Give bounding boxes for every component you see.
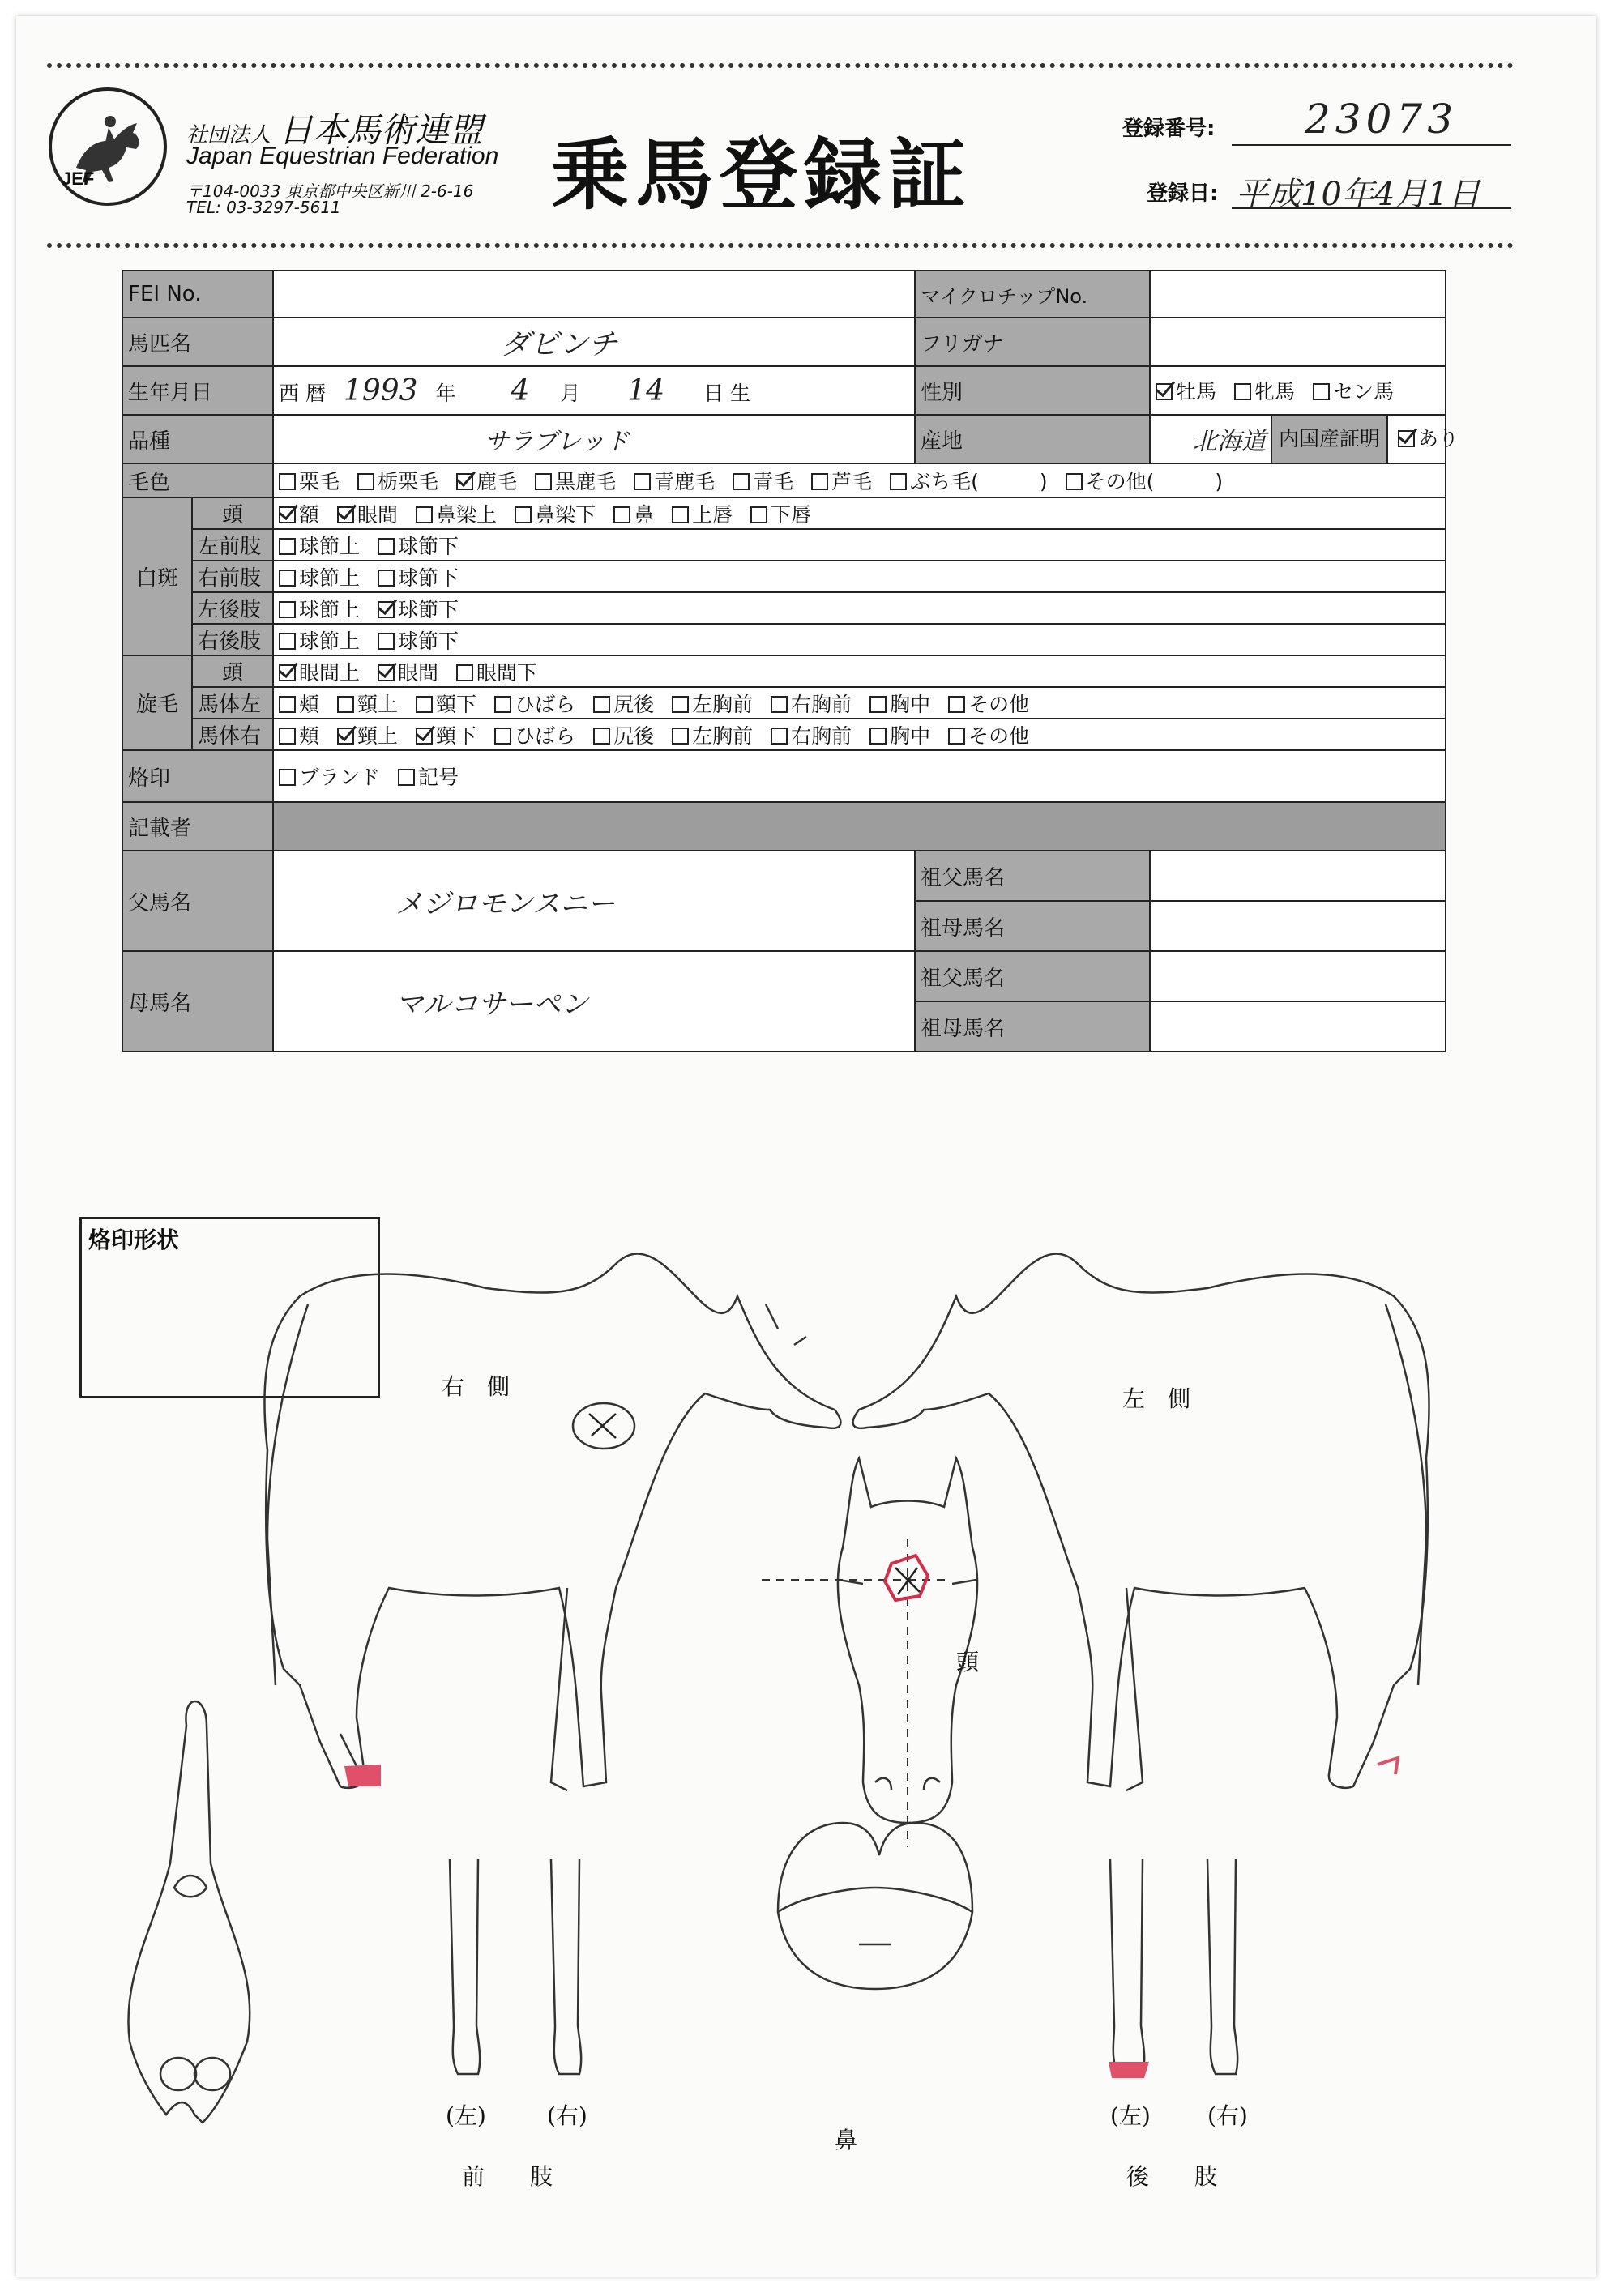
- checkbox-label: 頸上: [357, 692, 399, 716]
- checkbox-label: 栃栗毛: [378, 470, 439, 493]
- fei-label: FEI No.: [122, 271, 273, 318]
- reg-date-value: 平成10年4月1日: [1236, 176, 1480, 213]
- fore-right-label: (右): [547, 2102, 587, 2129]
- checkbox-label: セン馬: [1333, 380, 1395, 403]
- checkbox-label: ひばら: [515, 723, 576, 748]
- checkbox-label: 眼間: [357, 502, 399, 527]
- checkbox-label: 栗毛: [299, 470, 340, 493]
- checkbox-label: 球節上: [299, 534, 361, 558]
- birth-month-unit: 月: [560, 381, 581, 405]
- dam-granddam-label: 祖母馬名: [915, 1001, 1150, 1052]
- checkbox-label: 左胸前: [692, 692, 754, 716]
- horse-head-front-figure: [762, 1458, 980, 1847]
- wm-part: 右後肢: [192, 624, 273, 655]
- name-value: ダビンチ: [273, 318, 915, 366]
- nose-label: 鼻: [835, 2127, 858, 2153]
- sire-granddam-label: 祖母馬名: [915, 901, 1150, 951]
- checkbox-label: 頸下: [436, 723, 477, 748]
- checkbox-label: 額: [299, 502, 320, 527]
- org-address: 〒104-0033 東京都中央区新川 2-6-16: [186, 181, 474, 201]
- org-name-jp: 日本馬術連盟: [279, 110, 484, 150]
- origin-label: 産地: [915, 415, 1150, 463]
- checkbox-label: その他( ): [1085, 470, 1224, 493]
- checkbox-label: ブランド: [299, 766, 381, 789]
- checkbox-label: ひばら: [515, 692, 576, 716]
- wm-part: 頭: [192, 497, 273, 529]
- furigana-label: フリガナ: [915, 318, 1150, 366]
- checkbox-label: 下唇: [771, 502, 812, 527]
- checkbox-label: 眼間上: [299, 660, 361, 685]
- whorl-part: 馬体右: [192, 719, 273, 750]
- color-label: 毛色: [122, 463, 273, 497]
- checkbox-label: 胸中: [890, 692, 931, 716]
- birth-label: 生年月日: [122, 366, 273, 415]
- dam-value: マルコサーペン: [273, 951, 915, 1052]
- white-marks-label: 白斑: [122, 497, 192, 655]
- birth-day-unit: 日 生: [703, 381, 751, 405]
- checkbox-label: 球節上: [299, 565, 361, 590]
- checkbox-label: 記号: [418, 766, 459, 789]
- horse-rear-view-figure: [128, 1701, 250, 2123]
- checkbox-label: 尻後: [613, 723, 655, 748]
- checkbox-label: 眼間: [398, 660, 439, 685]
- sire-value: メジロモンスニー: [273, 851, 915, 951]
- fore-left-label: (左): [446, 2102, 486, 2129]
- checkbox-label: 青鹿毛: [654, 470, 716, 493]
- whorl-part: 頭: [192, 655, 273, 687]
- birth-month: 4: [511, 373, 530, 408]
- recorder-label: 記載者: [122, 802, 273, 851]
- reg-date-label: 登録日:: [1147, 181, 1219, 206]
- origin-value: 北海道: [1150, 415, 1271, 463]
- brand-shape-label: 烙印形状: [88, 1227, 180, 1253]
- checkbox-label: 頬: [299, 692, 320, 716]
- left-hind-hoof-mark: [1109, 2062, 1149, 2078]
- checkbox-label: 球節上: [299, 629, 361, 653]
- checkbox-label: 頸下: [436, 692, 477, 716]
- logo-text: JEF: [62, 169, 95, 189]
- reg-no-value: 23073: [1305, 96, 1459, 143]
- checkbox-label: 右胸前: [791, 692, 852, 716]
- fore-legs-figure: [450, 1859, 581, 2074]
- checkbox-label: 眼間下: [476, 660, 538, 685]
- checkbox-label: 球節下: [398, 565, 459, 590]
- birth-year-unit: 年: [435, 381, 456, 405]
- dam-label: 母馬名: [122, 951, 273, 1052]
- document-title: 乗馬登録証: [551, 129, 972, 220]
- wm-part: 右前肢: [192, 561, 273, 592]
- hind-legs-label: 後 肢: [1126, 2163, 1218, 2190]
- hind-legs-figure: [1109, 1859, 1237, 2078]
- checkbox-label: 芦毛: [831, 470, 873, 493]
- horse-nose-figure: [778, 1823, 972, 1989]
- wm-part: 左前肢: [192, 529, 273, 561]
- sex-label: 性別: [915, 366, 1150, 415]
- whorls-label: 旋毛: [122, 655, 192, 750]
- right-side-label: 右 側: [442, 1373, 511, 1400]
- checkbox-label: 鹿毛: [476, 470, 518, 493]
- checkbox-label: 鼻: [634, 502, 655, 527]
- checkbox-label: 右胸前: [791, 723, 852, 748]
- checkbox-label: 鼻梁下: [535, 502, 596, 527]
- checkbox-label: 球節上: [299, 597, 361, 621]
- right-hind-pastern-mark: [344, 1765, 381, 1786]
- org-type: 社団法人 日本馬術連盟: [186, 110, 484, 150]
- horse-left-side-figure: [853, 1254, 1429, 1790]
- checkbox-label: 頸上: [357, 723, 399, 748]
- hind-right-label: (右): [1207, 2102, 1248, 2129]
- sire-grandsire-label: 祖父馬名: [915, 851, 1150, 901]
- wm-part: 左後肢: [192, 592, 273, 624]
- birth-era: 西 暦: [279, 381, 326, 405]
- checkbox-label: 胸中: [890, 723, 931, 748]
- checkbox-label: 青毛: [753, 470, 794, 493]
- left-side-label: 左 側: [1122, 1385, 1191, 1412]
- fore-legs-label: 前 肢: [462, 2163, 553, 2190]
- brand-label: 烙印: [122, 750, 273, 802]
- checkbox-label: 黒鹿毛: [555, 470, 617, 493]
- horse-right-side-figure: [264, 1254, 840, 1790]
- org-tel: TEL: 03-3297-5611: [186, 198, 341, 217]
- checkbox-label: その他: [968, 723, 1030, 748]
- checkbox-label: 鼻梁上: [436, 502, 498, 527]
- dam-grandsire-label: 祖父馬名: [915, 951, 1150, 1001]
- whorl-part: 馬体左: [192, 687, 273, 719]
- checkbox-label: 球節下: [398, 629, 459, 653]
- sire-label: 父馬名: [122, 851, 273, 951]
- checkbox-label: 頬: [299, 723, 320, 748]
- checkbox-label: ぶち毛( ): [910, 470, 1048, 493]
- checkbox-label: 上唇: [692, 502, 733, 527]
- birth-day: 14: [627, 373, 665, 408]
- org-name-en: Japan Equestrian Federation: [186, 143, 499, 169]
- breed-value: サラブレッド: [273, 415, 915, 463]
- hind-left-label: (左): [1110, 2102, 1151, 2129]
- domestic-cert-option: あり: [1398, 423, 1459, 452]
- checkbox-label: 尻後: [613, 692, 655, 716]
- checkbox-label: 牡馬: [1176, 380, 1217, 403]
- left-hind-pastern-mark: [1378, 1758, 1398, 1774]
- checkbox-label: 球節下: [398, 597, 459, 621]
- birth-year: 1993: [343, 373, 418, 408]
- checkbox-label: 球節下: [398, 534, 459, 558]
- microchip-label: マイクロチップNo.: [915, 271, 1150, 318]
- checkbox-label: その他: [968, 692, 1030, 716]
- name-label: 馬匹名: [122, 318, 273, 366]
- reg-no-label: 登録番号:: [1122, 117, 1216, 141]
- checkbox-label: 牝馬: [1254, 380, 1296, 403]
- domestic-cert-label: 内国産証明: [1272, 416, 1388, 463]
- head-label: 頭: [956, 1649, 980, 1675]
- checkbox-label: 左胸前: [692, 723, 754, 748]
- breed-label: 品種: [122, 415, 273, 463]
